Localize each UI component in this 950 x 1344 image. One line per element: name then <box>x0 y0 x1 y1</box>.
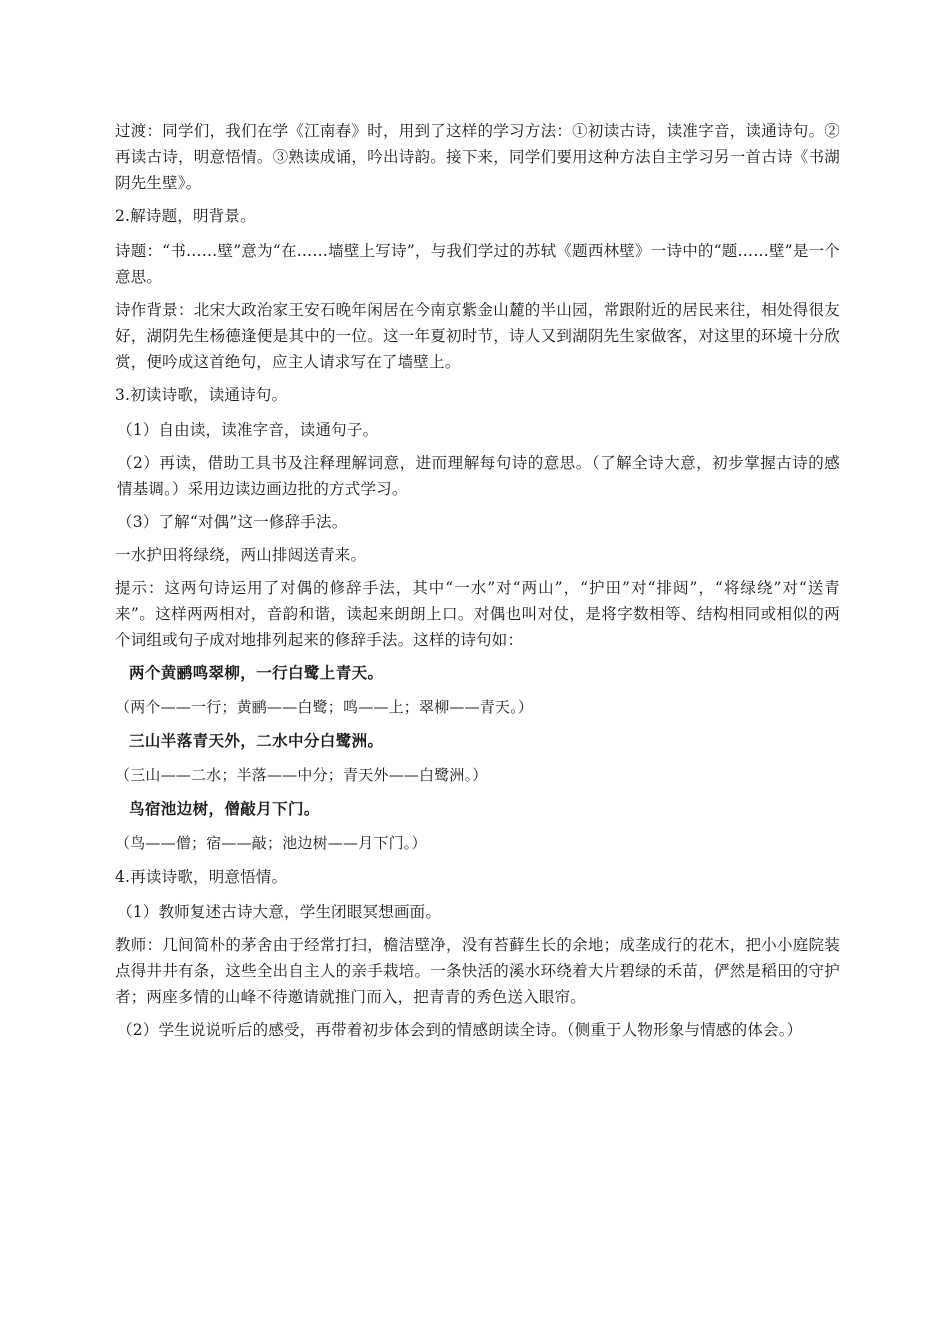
example-verse-1: 两个黄鹂鸣翠柳，一行白鹭上青天。 <box>129 664 384 682</box>
example-verse-3: 鸟宿池边树，僧敲月下门。 <box>129 800 320 818</box>
example-pairs-1: （两个——一行；黄鹂——白鹭；鸣——上；翠柳——青天。） <box>115 698 534 716</box>
step-4-2-paragraph: （2）学生说说听后的感受，再带着初步体会到的情感朗读全诗。（侧重于人物形象与情感的体会。） <box>117 1021 803 1039</box>
step-2-paragraph: （2）再读，借助工具书及注释理解词意，进而理解每句诗的意思。（了解全诗大意，初步掌握古诗的感情基调。）采用边读边画边批的方式学习。 <box>117 454 840 498</box>
section-3-heading: 3.初读诗歌，读通诗句。 <box>115 386 288 404</box>
title-explanation-paragraph: 诗题：“书……壁”意为“在……墙壁上写诗”，与我们学过的苏轼《题西林壁》一诗中的“题……壁”是一个意思。 <box>115 242 840 286</box>
step-3-paragraph: （3）了解“对偶”这一修辞手法。 <box>117 513 348 531</box>
background-paragraph: 诗作背景：北宋大政治家王安石晚年闲居在今南京紫金山麓的半山园，常跟附近的居民来往，相处得很友好，湖阴先生杨德逢便是其中的一位。这一年夏初时节，诗人又到湖阴先生家做客，对这里的环境十分欣赏，便吟成这首绝句，应主人请求写在了墙壁上。 <box>115 301 840 371</box>
verse-line: 一水护田将绿绕，两山排闼送青来。 <box>115 546 367 564</box>
section-2-heading: 2.解诗题，明背景。 <box>115 207 256 225</box>
hint-paragraph: 提示：这两句诗运用了对偶的修辞手法，其中“一水”对“两山”，“护田”对“排闼”，“将绿绕”对“送青来”。这样两两相对，音韵和谐，读起来朗朗上口。对偶也叫对仗，是将字数相等、结构相同或相似的两个词组或句子成对地排列起来的修辞手法。这样的诗句如： <box>115 579 840 649</box>
step-1-paragraph: （1）自由读，读准字音，读通句子。 <box>117 421 379 439</box>
transition-paragraph: 过渡：同学们，我们在学《江南春》时，用到了这样的学习方法：①初读古诗，读准字音，读通诗句。②再读古诗，明意悟情。③熟读成诵，吟出诗韵。接下来，同学们要用这种方法自主学习另一首古诗《书湖阴先生壁》。 <box>115 122 840 192</box>
teacher-paragraph: 教师：几间简朴的茅舍由于经常打扫，檐洁壁净，没有苔藓生长的余地；成垄成行的花木，把小小庭院装点得井井有条，这些全出自主人的亲手栽培。一条快活的溪水环绕着大片碧绿的禾苗，俨然是稻田的守护者；两座多情的山峰不待邀请就推门而入，把青青的秀色送入眼帘。 <box>115 936 840 1006</box>
example-verse-2: 三山半落青天外，二水中分白鹭洲。 <box>129 732 384 750</box>
section-4-heading: 4.再读诗歌，明意悟情。 <box>115 868 288 886</box>
example-pairs-3: （鸟——僧；宿——敲；池边树——月下门。） <box>115 834 427 852</box>
step-4-1-paragraph: （1）教师复述古诗大意，学生闭眼冥想画面。 <box>117 903 442 921</box>
document-page <box>115 118 840 1050</box>
example-pairs-2: （三山——二水；半落——中分；青天外——白鹭洲。） <box>115 766 488 784</box>
